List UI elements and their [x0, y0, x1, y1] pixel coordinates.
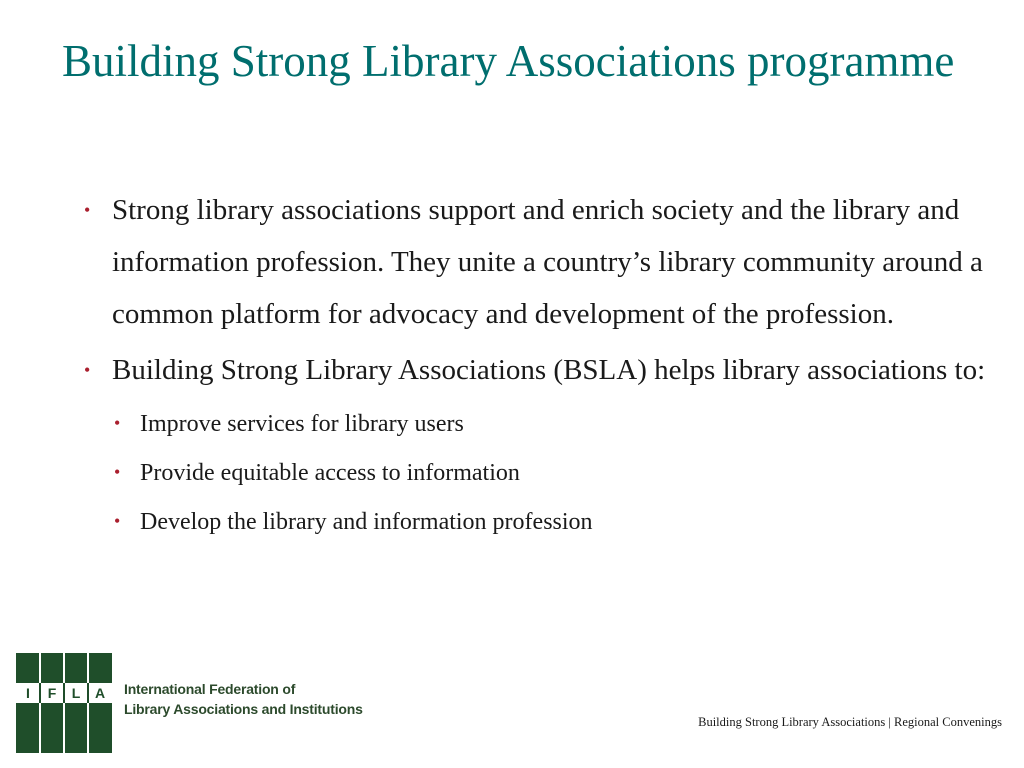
sub-bullet-text: Improve services for library users: [140, 411, 464, 437]
bullet-item: [82, 184, 987, 340]
logo-letter: F: [47, 685, 57, 701]
sub-bullet-item: [112, 400, 987, 449]
slide-title: Building Strong Library Associations programme: [62, 36, 955, 86]
bullet-dot-icon: •: [84, 360, 91, 380]
sub-bullet-item: [112, 449, 987, 498]
sub-bullet-text: Develop the library and information profession: [140, 509, 593, 535]
sub-bullet-list: [112, 400, 987, 547]
ifla-name: [124, 679, 363, 719]
sub-bullet-text: Provide equitable access to information: [140, 460, 520, 486]
ifla-name-line1: International Federation of: [124, 681, 296, 697]
bullet-list: [82, 184, 987, 547]
bullet-dot-icon: •: [84, 200, 91, 220]
sub-bullet-item: [112, 498, 987, 547]
ifla-name-line2: Library Associations and Institutions: [124, 701, 363, 717]
bullet-text: Building Strong Library Associations (BSLA) helps library associations to:: [112, 354, 986, 386]
sub-bullet-dot-icon: •: [114, 511, 121, 531]
bullet-text: Strong library associations support and enrich society and the library and information profession. They unite a country’s library community around a common platform for advocacy and development of the profession.: [112, 194, 983, 330]
bullet-item: [82, 344, 987, 547]
logo-letter: I: [26, 685, 30, 701]
logo-letter: A: [94, 685, 106, 701]
footer-text: Building Strong Library Associations | Regional Convenings: [698, 715, 1002, 729]
sub-bullet-dot-icon: •: [114, 462, 121, 482]
logo-letter: L: [71, 685, 81, 701]
sub-bullet-dot-icon: •: [114, 413, 121, 433]
ifla-logo-icon: [16, 653, 112, 753]
